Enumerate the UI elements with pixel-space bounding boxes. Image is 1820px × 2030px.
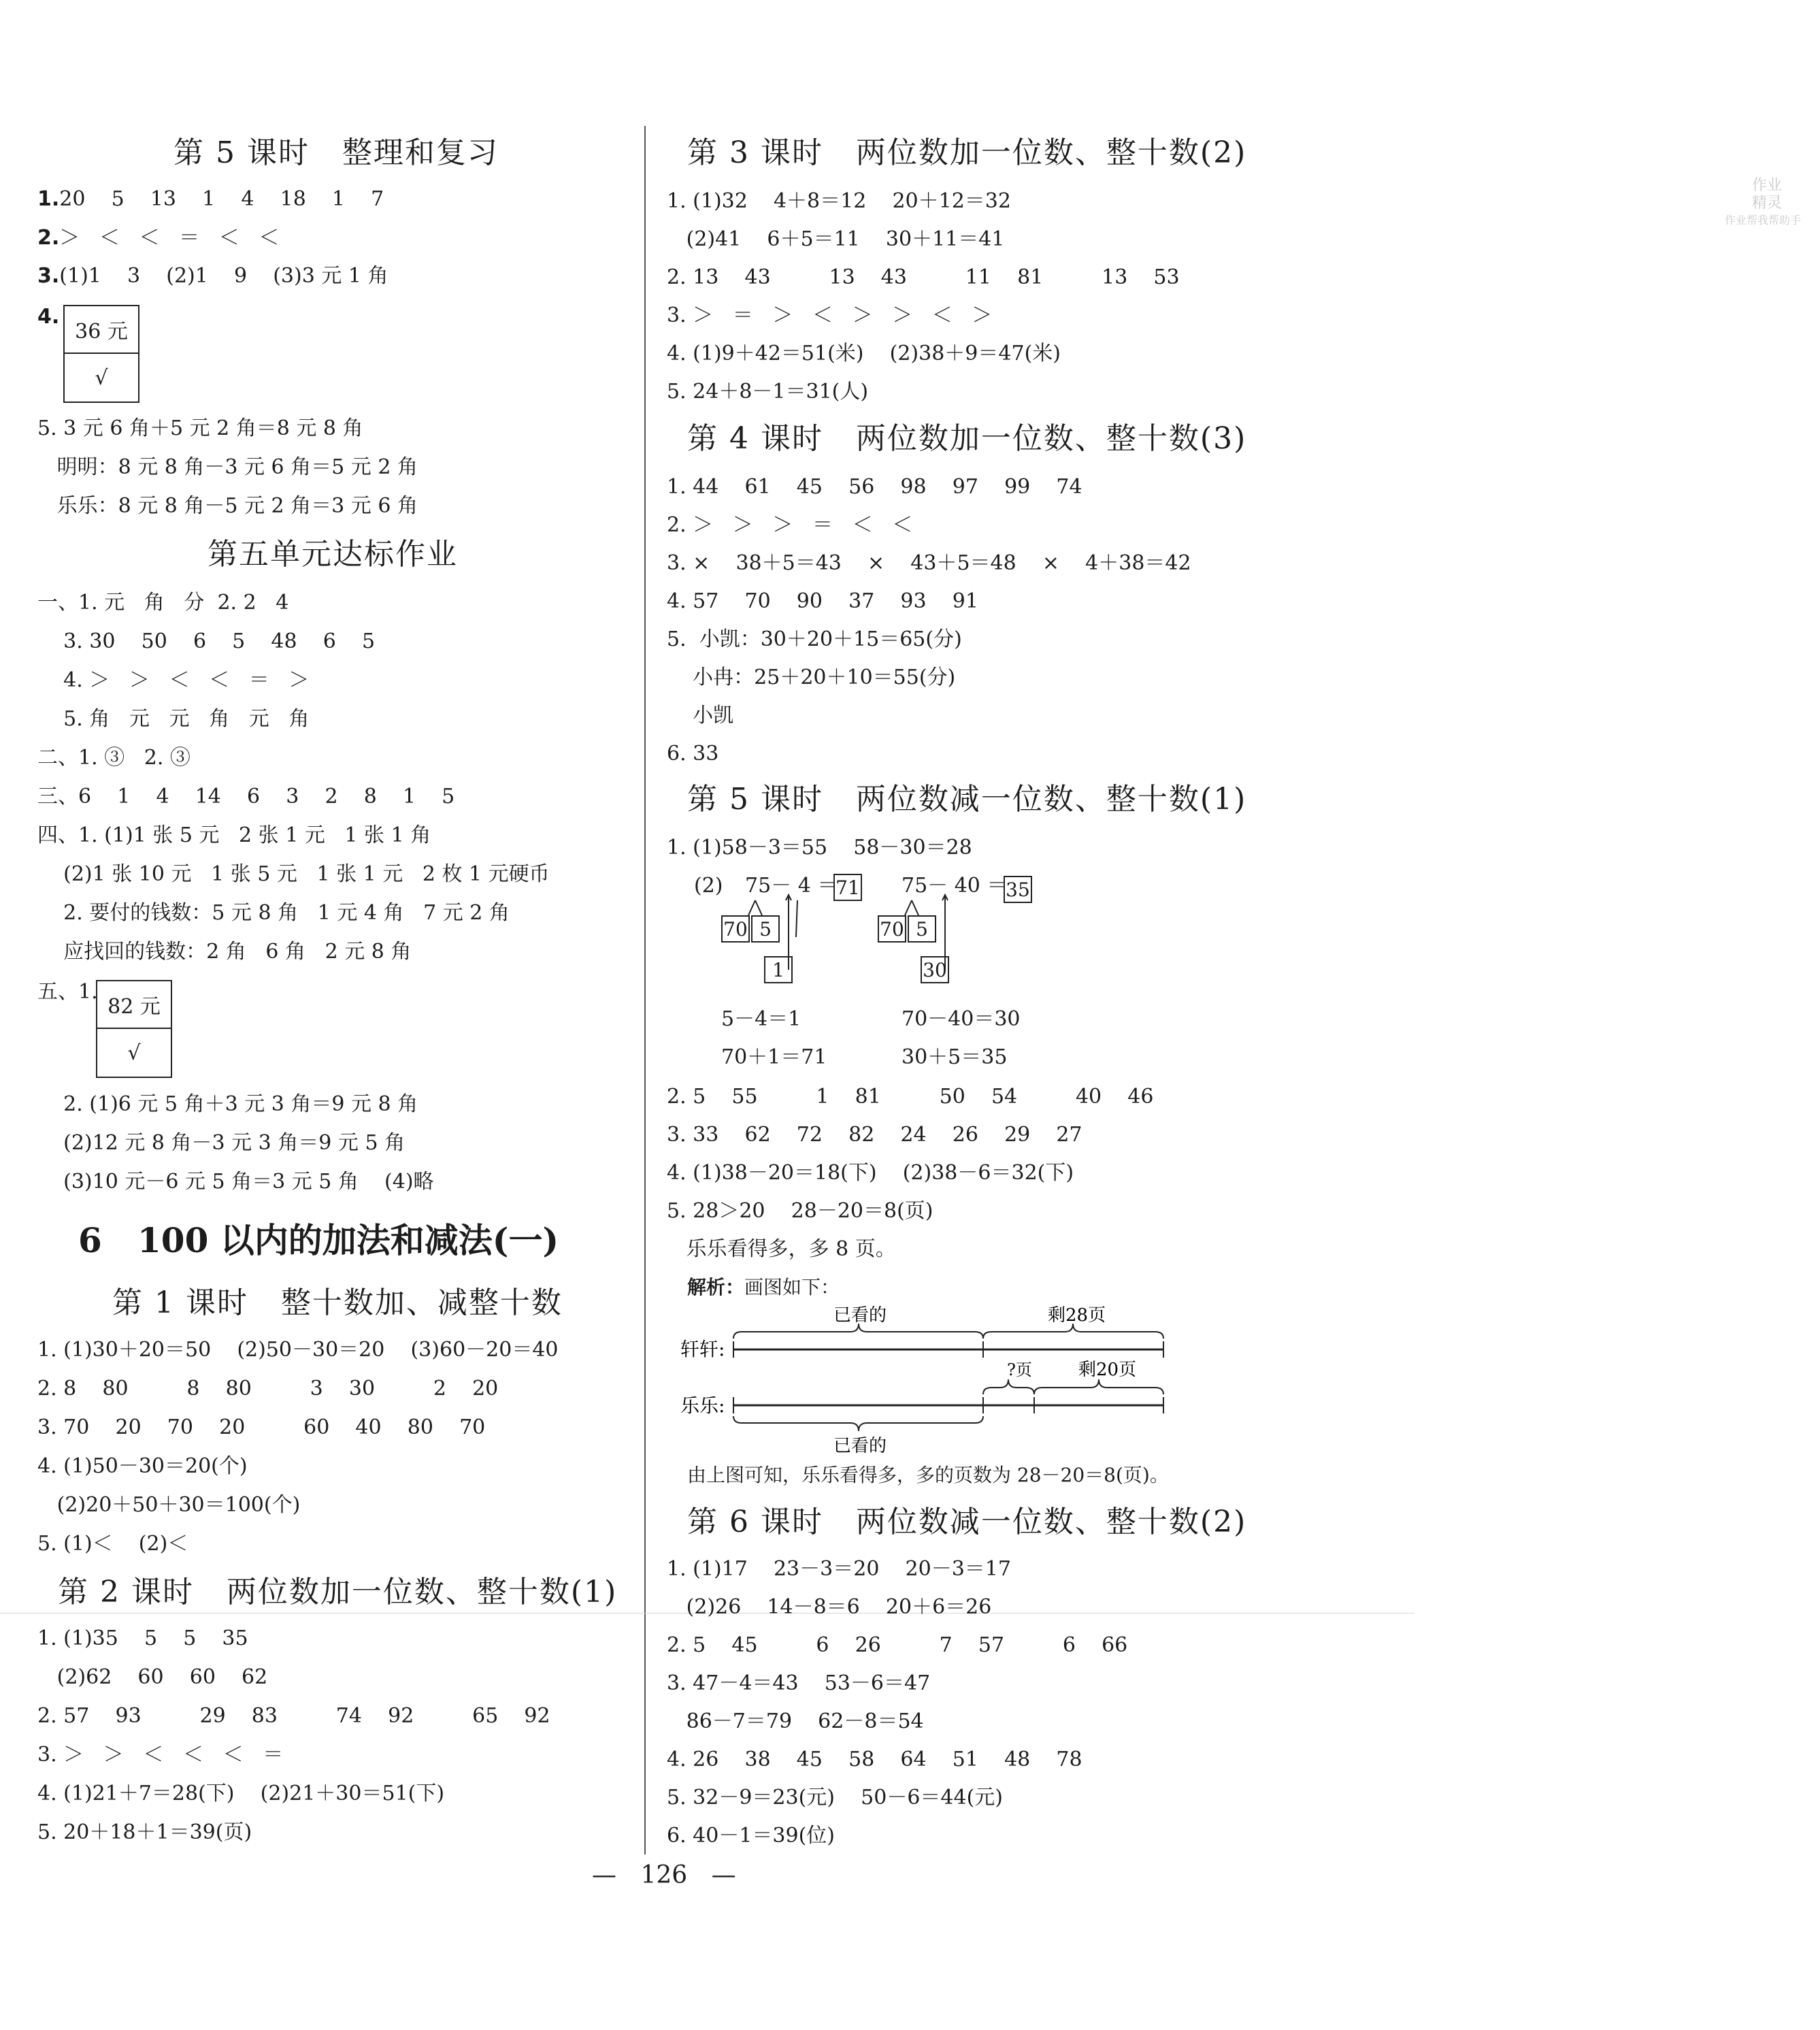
segment-diagram: [680, 1303, 1197, 1460]
answer-line: 1. (1)30＋20＝50 (2)50－30＝20 (3)60－20＝40: [37, 1338, 559, 1362]
split-square: 70: [878, 915, 906, 943]
split-square: 1: [764, 956, 793, 983]
answer-line: 5. (1)＜ (2)＜: [37, 1532, 188, 1556]
question-number: 1.: [37, 187, 60, 211]
answer-square: 71: [833, 874, 862, 901]
split-square: 30: [921, 956, 949, 983]
answer-line: (2)41 6＋5＝11 30＋11＝41: [667, 227, 1005, 251]
answer-line: 小凯: [667, 704, 734, 727]
unit-title: 第五单元达标作业: [208, 537, 458, 572]
answer-line: 6. 33: [667, 742, 719, 766]
answer-line: [37, 187, 384, 212]
question-number: [37, 305, 59, 329]
answer-box: [63, 305, 139, 403]
expression: 75－ 40 ＝: [901, 874, 1008, 898]
conclusion-text: 由上图可知，乐乐看得多，多的页数为 28－20＝8(页)。: [687, 1464, 1169, 1486]
watermark-stamp: [1725, 174, 1820, 235]
answer-line: 应找回的钱数：2 角 6 角 2 元 8 角: [37, 940, 412, 964]
check-mark: √: [95, 365, 108, 390]
answer-line: [37, 226, 279, 250]
page-number: [592, 1861, 736, 1889]
dash-right: —: [711, 1861, 736, 1889]
answer-line: 5. 20＋18＋1＝39(页): [37, 1820, 252, 1844]
answer-line: [37, 264, 388, 289]
answer-line: 5. 24＋8－1＝31(人): [667, 380, 869, 404]
calc-step: 70＋1＝71: [721, 1045, 827, 1069]
answer-line: 4. 57 70 90 37 93 91: [667, 589, 978, 613]
section-title: 第 1 课时 整十数加、减整十数: [112, 1286, 563, 1320]
answer-line: 乐乐：8 元 8 角－5 元 2 角＝3 元 6 角: [37, 494, 418, 518]
answer-line: 2. 57 93 29 83 74 92 65 92: [37, 1704, 550, 1728]
diagram-label: 乐乐:: [680, 1394, 725, 1417]
analysis-label: 解析：: [687, 1276, 745, 1298]
diagram-label: 已看的: [833, 1436, 887, 1456]
check-mark: √: [127, 1041, 141, 1065]
box-value: 36 元: [65, 306, 138, 354]
answer-line: 三、6 1 4 14 6 3 2 8 1 5: [37, 785, 455, 808]
answer-line: (3)10 元－6 元 5 角＝3 元 5 角 (4)略: [37, 1170, 434, 1194]
answer-box: [96, 980, 172, 1078]
box-value: 82 元: [97, 981, 171, 1029]
question-number-text: 4.: [37, 305, 60, 329]
answer-line: 1. (1)35 5 5 35: [37, 1626, 248, 1650]
answer-line: 2. 8 80 8 80 3 30 2 20: [37, 1377, 499, 1401]
answer-line: 4. (1)21＋7＝28(下) (2)21＋30＝51(下): [37, 1782, 445, 1805]
answer-line: (2)1 张 10 元 1 张 5 元 1 张 1 元 2 枚 1 元硬币: [37, 862, 550, 886]
answer-line: 4. (1)9＋42＝51(米) (2)38＋9＝47(米): [667, 342, 1061, 365]
column-divider: [644, 126, 646, 1854]
stamp-text: 精灵: [1752, 195, 1783, 212]
split-square: 5: [751, 915, 780, 943]
answer-line: 1. (1)58－3＝55 58－30＝28: [667, 836, 972, 860]
section-title: 第 5 课时 两位数减一位数、整十数(1): [687, 782, 1247, 817]
section-title: 第 3 课时 两位数加一位数、整十数(2): [687, 135, 1247, 170]
diagram-label: ?页: [1007, 1360, 1032, 1379]
section-title: 第 6 课时 两位数减一位数、整十数(2): [687, 1505, 1247, 1539]
answer-text: ＞ ＜ ＜ ＝ ＜ ＜: [59, 226, 280, 250]
answer-line: 2. ＞ ＞ ＞ ＝ ＜ ＜: [667, 513, 913, 537]
answer-line: 4. 26 38 45 58 64 51 48 78: [667, 1748, 1082, 1771]
answer-line: 二、1. ③ 2. ③: [37, 746, 191, 770]
stamp-text: 作业: [1752, 177, 1783, 194]
analysis-text: 画图如下：: [744, 1276, 840, 1298]
answer-line: 5. 3 元 6 角＋5 元 2 角＝8 元 8 角: [37, 416, 363, 440]
answer-line: 4. (1)50－30＝20(个): [37, 1454, 248, 1478]
answer-line: 1. (1)32 4＋8＝12 20＋12＝32: [667, 189, 1011, 213]
calc-step: 70－40＝30: [901, 1007, 1021, 1031]
split-square: 5: [908, 915, 936, 943]
answer-label: (2): [694, 874, 723, 898]
answer-line: 1. 44 61 45 56 98 97 99 74: [667, 475, 1082, 499]
answer-line: 2. 5 45 6 26 7 57 6 66: [667, 1633, 1128, 1657]
answer-line: 2. (1)6 元 5 角＋3 元 3 角＝9 元 8 角: [37, 1092, 418, 1116]
answer-line: 2. 13 43 13 43 11 81 13 53: [667, 265, 1180, 289]
answer-line: (2)12 元 8 角－3 元 3 角＝9 元 5 角: [37, 1131, 406, 1155]
analysis-line: [687, 1275, 840, 1300]
question-number: 3.: [37, 264, 60, 288]
answer-line: 4. ＞ ＞ ＜ ＜ ＝ ＞: [37, 668, 310, 692]
answer-line: (2)26 14－8＝6 20＋6＝26: [667, 1595, 992, 1619]
diagram-label: 已看的: [833, 1305, 887, 1326]
question-number: 2.: [37, 226, 60, 250]
answer-line: 86－7＝79 62－8＝54: [667, 1709, 924, 1733]
answer-line: 5. 32－9＝23(元) 50－6＝44(元): [667, 1786, 1003, 1810]
answer-line: 5. 角 元 元 角 元 角: [37, 707, 310, 731]
answer-line: 5. 28＞20 28－20＝8(页): [667, 1199, 933, 1223]
answer-line: 2. 5 55 1 81 50 54 40 46: [667, 1085, 1154, 1109]
answer-line: 3. × 38＋5＝43 × 43＋5＝48 × 4＋38＝42: [667, 551, 1191, 575]
question-number: 五、1.: [37, 980, 98, 1004]
answer-line: 1. (1)17 23－3＝20 20－3＝17: [667, 1557, 1011, 1581]
answer-line: 6. 40－1＝39(位): [667, 1824, 835, 1848]
answer-line: 3. 70 20 70 20 60 40 80 70: [37, 1415, 486, 1439]
section-title: 第 2 课时 两位数加一位数、整十数(1): [58, 1575, 618, 1609]
calc-step: 30＋5＝35: [901, 1045, 1008, 1069]
calc-step: 5－4＝1: [721, 1007, 801, 1031]
section-title: 第 5 课时 整理和复习: [173, 135, 499, 170]
answer-line: 3. 47－4＝43 53－6＝47: [667, 1671, 931, 1695]
answer-line: 5. 小凯：30＋20＋15＝65(分): [667, 627, 962, 651]
diagram-label: 剩20页: [1078, 1360, 1137, 1380]
answer-square: 35: [1004, 876, 1032, 903]
answer-line: 乐乐看得多，多 8 页。: [667, 1237, 896, 1261]
answer-line: 四、1. (1)1 张 5 元 2 张 1 元 1 张 1 角: [37, 823, 431, 847]
page-number-value: 126: [640, 1861, 688, 1889]
answer-line: 一、1. 元 角 分 2. 2 4: [37, 591, 289, 615]
answer-text: 20 5 13 1 4 18 1 7: [59, 187, 384, 211]
split-square: 70: [721, 915, 750, 943]
diagram-label: 轩轩:: [680, 1338, 725, 1360]
stamp-text: 作业帮我帮助手: [1725, 214, 1802, 227]
chapter-title: 6 100 以内的加法和减法(一): [78, 1220, 559, 1260]
section-title: 第 4 课时 两位数加一位数、整十数(3): [687, 421, 1247, 456]
diagram-label: 剩28页: [1048, 1305, 1106, 1326]
answer-line: 3. ＞ ＝ ＞ ＜ ＞ ＞ ＜ ＞: [667, 304, 993, 327]
answer-line: 3. ＞ ＞ ＜ ＜ ＜ ＝: [37, 1743, 284, 1767]
answer-line: 3. 30 50 6 5 48 6 5: [37, 629, 376, 653]
dash-left: —: [592, 1861, 616, 1889]
answer-line: 4. (1)38－20＝18(下) (2)38－6＝32(下): [667, 1161, 1074, 1185]
answer-text: (1)1 3 (2)1 9 (3)3 元 1 角: [59, 264, 388, 288]
answer-line: (2)20＋50＋30＝100(个): [37, 1493, 301, 1517]
answer-line: 2. 要付的钱数：5 元 8 角 1 元 4 角 7 元 2 角: [37, 901, 510, 925]
answer-line: (2)62 60 60 62: [37, 1665, 268, 1689]
answer-line: 3. 33 62 72 82 24 26 29 27: [667, 1123, 1082, 1147]
answer-line: 小冉：25＋20＋10＝55(分): [667, 666, 956, 689]
answer-line: 明明：8 元 8 角－3 元 6 角＝5 元 2 角: [37, 455, 418, 479]
expression: 75－ 4 ＝: [745, 874, 838, 898]
